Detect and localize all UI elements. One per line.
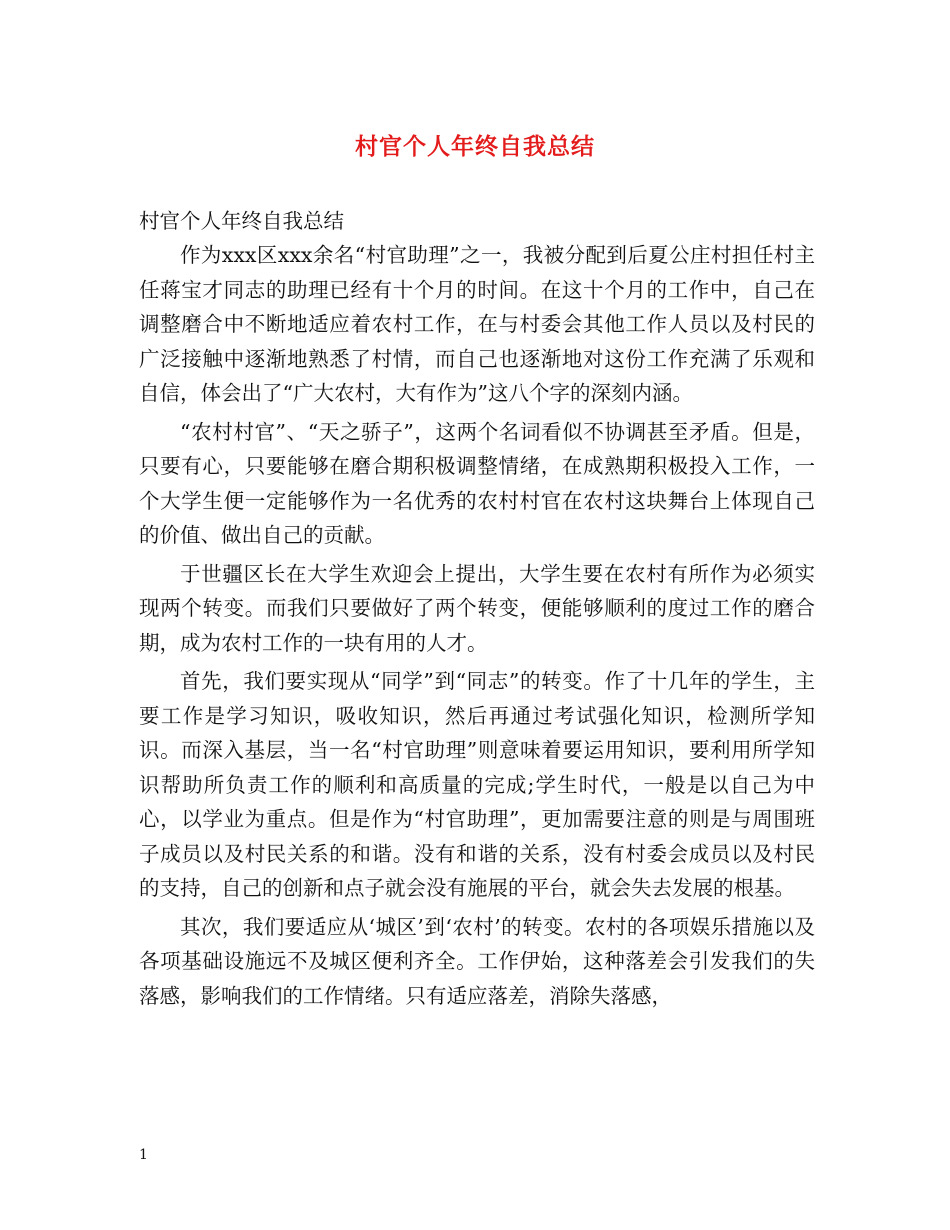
document-subtitle: 村官个人年终自我总结 xyxy=(139,209,344,233)
document-body xyxy=(139,204,815,1017)
paragraph: 其次，我们要适应从‘城区’到‘农村’的转变。农村的各项娱乐措施以及各项基础设施远不及城区便利齐全。工作伊始，这种落差会引发我们的失落感，影响我们的工作情绪。只有适应落差，消除失落感， xyxy=(139,914,815,1008)
paragraph: 作为xxx区xxx余名“村官助理”之一，我被分配到后夏公庄村担任村主任蒋宝才同志的助理已经有十个月的时间。在这十个月的工作中，自己在调整磨合中不断地适应着农村工作，在与村委会其他工作人员以及村民的广泛接触中逐渐地熟悉了村情，而自己也逐渐地对这份工作充满了乐观和自信，体会出了“广大农村，大有作为”这八个字的深刻内涵。 xyxy=(139,243,815,405)
paragraph: 于世疆区长在大学生欢迎会上提出，大学生要在农村有所作为必须实现两个转变。而我们只要做好了两个转变，便能够顺利的度过工作的磨合期，成为农村工作的一块有用的人才。 xyxy=(139,561,815,655)
document-title: 村官个人年终自我总结 xyxy=(355,133,595,160)
paragraph: 首先，我们要实现从“同学”到“同志”的转变。作了十几年的学生，主要工作是学习知识，吸收知识，然后再通过考试强化知识，检测所学知识。而深入基层，当一名“村官助理”则意味着要运用知识，要利用所学知识帮助所负责工作的顺利和高质量的完成;学生时代，一般是以自己为中心，以学业为重点。但是作为“村官助理”，更加需要注意的则是与周围班子成员以及村民关系的和谐。没有和谐的关系，没有村委会成员以及村民的支持，自己的创新和点子就会没有施展的平台，就会失去发展的根基。 xyxy=(139,669,815,900)
paragraph: “农村村官”、“天之骄子”，这两个名词看似不协调甚至矛盾。但是，只要有心，只要能够在磨合期积极调整情绪，在成熟期积极投入工作，一个大学生便一定能够作为一名优秀的农村村官在农村这块舞台上体现自己的价值、做出自己的贡献。 xyxy=(139,419,815,547)
page-number: 1 xyxy=(139,1147,148,1163)
